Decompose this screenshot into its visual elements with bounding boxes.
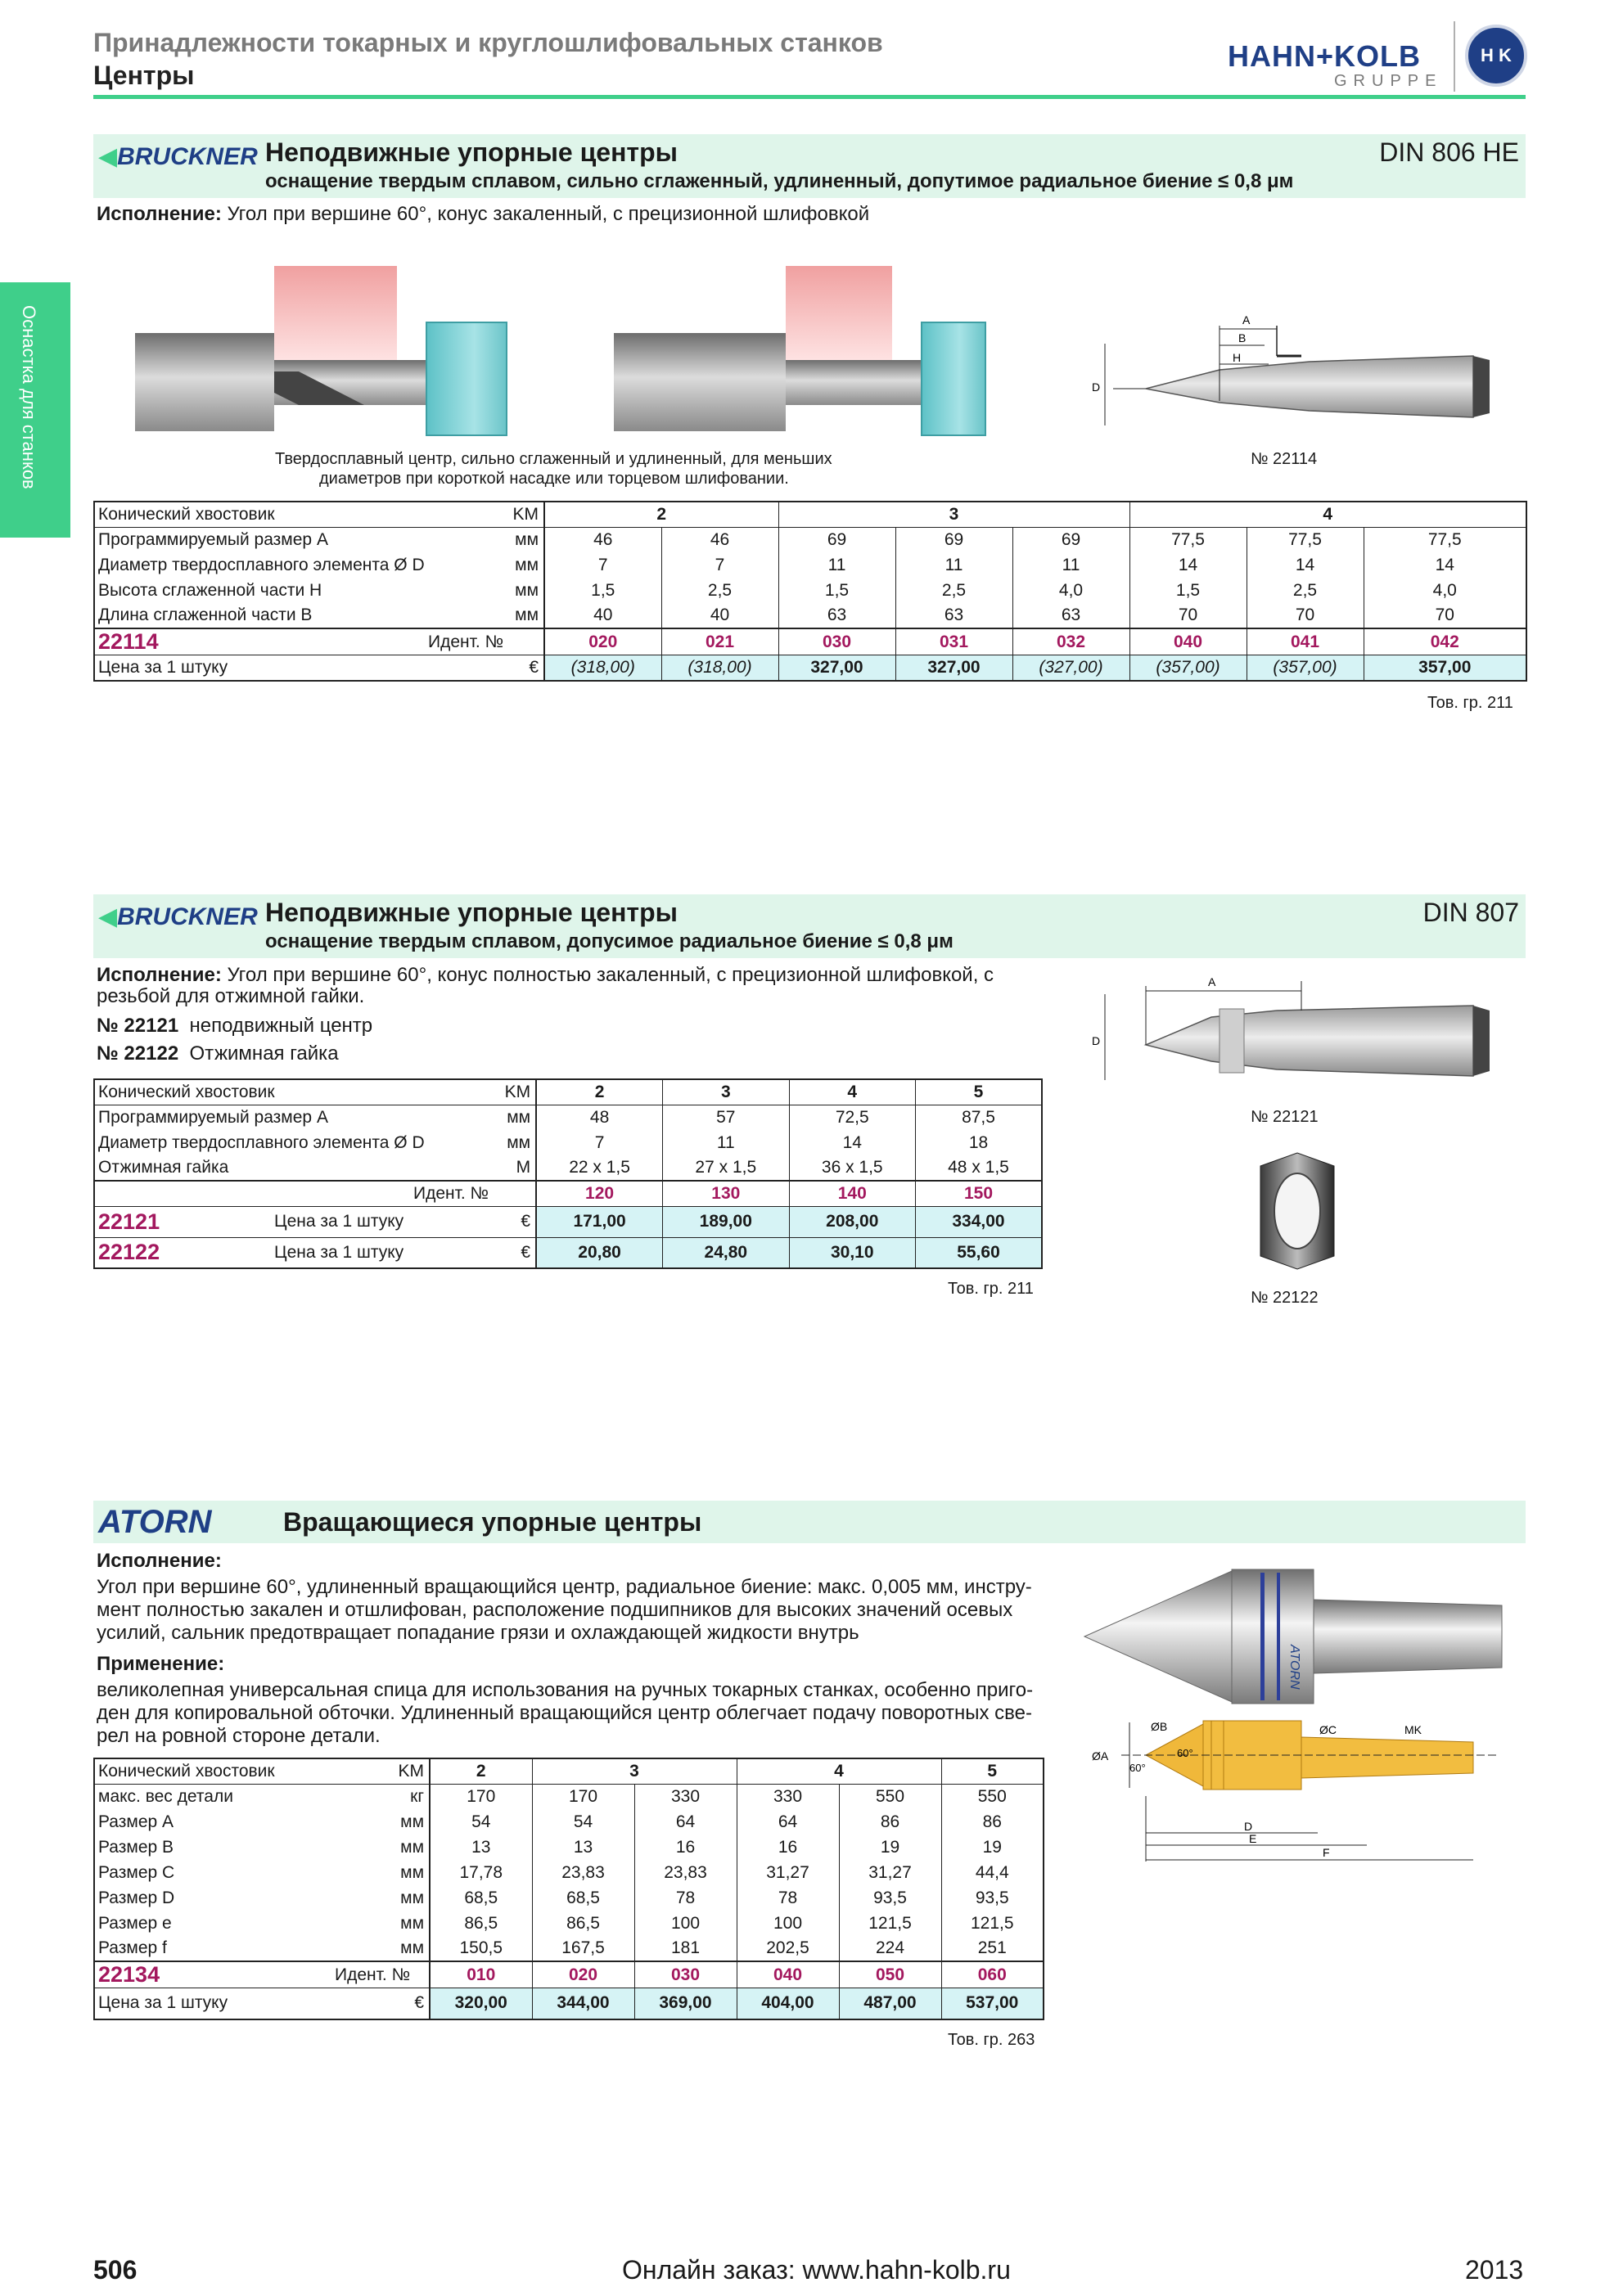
table-cell: € <box>507 655 544 681</box>
table-row <box>94 1835 1044 1860</box>
table-cell: Идент. № <box>271 1181 492 1206</box>
table-cell: KM <box>492 1079 536 1105</box>
table-cell: 48 <box>536 1105 662 1130</box>
table-cell: Цена за 1 штуку <box>94 655 507 681</box>
section3-application-line2: ден для копировальной обточки. Удлиненный вращающийся центр облегчает подачу поворотных све- <box>97 1702 1032 1724</box>
table-row <box>94 578 1526 603</box>
section3-header <box>93 1501 1526 1543</box>
table-cell: 36 x 1,5 <box>789 1155 915 1181</box>
table-cell: 4,0 <box>1012 578 1129 603</box>
section1-spec-table <box>93 501 1527 682</box>
table-cell: Отжимная гайка <box>98 1158 229 1177</box>
table-cell: 14 <box>1129 552 1247 578</box>
table-cell: 537,00 <box>941 1988 1044 2019</box>
table-cell: € <box>492 1206 536 1237</box>
table-cell: 16 <box>737 1835 839 1860</box>
table-cell: 20,80 <box>536 1237 662 1268</box>
table-cell: 70 <box>1129 603 1247 628</box>
section3-technical-drawing <box>1089 1706 1498 1870</box>
table-cell: 121,5 <box>839 1911 941 1936</box>
table-cell: 86 <box>839 1809 941 1835</box>
table-cell: 550 <box>839 1784 941 1809</box>
section1-din: DIN 806 HE <box>1379 137 1519 167</box>
table-cell: 86,5 <box>532 1911 634 1936</box>
table-cell: 100 <box>634 1911 737 1936</box>
table-cell: 93,5 <box>839 1885 941 1911</box>
table-cell: 5 <box>916 1079 1043 1105</box>
table-row <box>94 552 1526 578</box>
table-cell: 93,5 <box>975 1888 1009 1907</box>
dim-a-label: A <box>1242 313 1251 326</box>
table-cell: 13 <box>430 1835 532 1860</box>
page-number: 506 <box>93 2255 138 2285</box>
table-cell: 2,5 <box>1247 578 1364 603</box>
price-row <box>94 1988 1044 2019</box>
table-row <box>94 1936 1044 1961</box>
section3-spec-table <box>93 1758 1044 2020</box>
online-order-link[interactable]: Онлайн заказ: www.hahn-kolb.ru <box>622 2255 1011 2285</box>
table-cell: 16 <box>634 1835 737 1860</box>
bruckner-logo: ◀BRUCKNER <box>98 903 258 930</box>
table-row <box>94 1911 1044 1936</box>
workpiece-shape-2 <box>786 266 892 368</box>
table-cell: 1,5 <box>1129 578 1247 603</box>
section2-execution-line1: Исполнение: Угол при вершине 60°, конус полностью закаленный, с прецизионной шлифовкой, с <box>97 964 994 986</box>
section2-item1: № 22121 неподвижный центр <box>97 1015 373 1037</box>
km-group: 4 <box>737 1758 941 1784</box>
table-cell: Цена за 1 штуку <box>271 1206 492 1237</box>
table-cell: мм <box>492 1130 536 1155</box>
km-group: 4 <box>1129 502 1526 527</box>
table-cell: 22 x 1,5 <box>536 1155 662 1181</box>
dim-mk-label: MK <box>1404 1723 1422 1736</box>
table-cell: 010 <box>430 1961 532 1988</box>
table-cell: мм <box>389 1885 430 1911</box>
km-group: 2 <box>430 1758 532 1784</box>
table-cell: 77,5 <box>1427 529 1462 549</box>
table-cell: 170 <box>430 1784 532 1809</box>
table-cell: 369,00 <box>634 1988 737 2019</box>
table-cell: Идент. № <box>507 628 544 655</box>
table-cell: (357,00) <box>1247 655 1364 681</box>
workpiece-shape <box>274 266 397 368</box>
table-cell: (357,00) <box>1129 655 1247 681</box>
section1-drawing-number: № 22114 <box>1251 450 1318 468</box>
table-cell: 64 <box>737 1809 839 1835</box>
table-cell: 327,00 <box>895 655 1012 681</box>
section3-execution-line2: мент полностью закален и отшлифован, расположение подшипников для высоких значений осевых <box>97 1599 1013 1621</box>
section2-header <box>93 894 1526 958</box>
table-cell: 86 <box>982 1812 1002 1831</box>
section3-application-line1: великолепная универсальная спица для использования на ручных токарных станках, особенно приго- <box>97 1679 1034 1701</box>
table-cell: 11 <box>895 552 1012 578</box>
section3-title: Вращающиеся упорные центры <box>283 1507 702 1537</box>
table-cell: 2 <box>536 1079 662 1105</box>
table-row <box>94 603 1526 628</box>
km-group: 2 <box>544 502 778 527</box>
table-cell: 14 <box>1247 552 1364 578</box>
dim-b-label: ØB <box>1151 1720 1168 1733</box>
dim-a-label: A <box>1208 975 1216 988</box>
table-cell: 487,00 <box>839 1988 941 2019</box>
table-cell: (327,00) <box>1012 655 1129 681</box>
section1-caption-line2: диаметров при короткой насадке или торцевом шлифовании. <box>319 470 789 488</box>
table-cell: 31,27 <box>839 1860 941 1885</box>
center-tip-shape <box>274 360 389 425</box>
table-cell: 3 <box>663 1079 789 1105</box>
section2-item2: № 22122 Отжимная гайка <box>97 1042 339 1065</box>
table-cell: 86,5 <box>430 1911 532 1936</box>
section2-execution-line2: резьбой для отжимной гайки. <box>97 985 365 1007</box>
section2-subtitle: оснащение твердым сплавом, допусимое радиальное биение ≤ 0,8 μм <box>265 930 954 952</box>
table-cell: мм <box>389 1860 430 1885</box>
section1-product-group: Тов. гр. 211 <box>1427 694 1513 712</box>
table-cell: Цена за 1 штуку <box>271 1237 492 1268</box>
table-cell: 19 <box>982 1837 1002 1857</box>
table-cell: 27 x 1,5 <box>663 1155 789 1181</box>
table-cell: 330 <box>634 1784 737 1809</box>
table-cell: 208,00 <box>789 1206 915 1237</box>
table-cell: Конический хвостовик <box>94 1758 389 1784</box>
dim-d-label: D <box>1092 380 1101 394</box>
table-cell: 46 <box>544 527 661 552</box>
table-cell: KM <box>507 502 544 527</box>
table-cell: 87,5 <box>962 1107 995 1127</box>
table-cell: 167,5 <box>532 1936 634 1961</box>
table-cell: 060 <box>941 1961 1044 1988</box>
table-cell: Программируемый размер А <box>98 1107 328 1127</box>
table-cell: 4 <box>789 1079 915 1105</box>
table-cell: 2,5 <box>661 578 778 603</box>
side-chapter-label: Оснастка для станков <box>19 305 39 489</box>
table-cell: 550 <box>977 1786 1007 1806</box>
section3-execution-line1: Угол при вершине 60°, удлиненный вращающийся центр, радиальное биение: макс. 0,005 мм, инстру- <box>97 1576 1032 1598</box>
table-cell: M <box>492 1155 536 1181</box>
section1-subtitle: оснащение твердым сплавом, сильно сглаженный, удлиненный, допутимое радиальное биение ≤ 0,8 μм <box>265 170 1294 192</box>
table-cell: Диаметр твердосплавного элемента Ø D <box>98 1132 425 1152</box>
table-cell: Конический хвостовик <box>94 1079 492 1105</box>
table-cell: 11 <box>778 552 895 578</box>
section1-usage-illustration <box>135 266 986 454</box>
ident-row <box>94 628 1526 655</box>
table-cell: 040 <box>737 1961 839 1988</box>
logo-gruppe: GRUPPE <box>1334 72 1443 90</box>
table-cell: 344,00 <box>532 1988 634 2019</box>
table-cell: 54 <box>430 1809 532 1835</box>
km-row <box>94 1758 1044 1784</box>
table-cell: 1,5 <box>544 578 661 603</box>
table-cell: 130 <box>663 1181 789 1206</box>
section2-spec-table <box>93 1078 1043 1269</box>
table-cell: 55,60 <box>916 1237 1043 1268</box>
section2-product-group: Тов. гр. 211 <box>948 1280 1034 1298</box>
table-cell: 18 <box>968 1132 989 1152</box>
table-cell: 24,80 <box>663 1237 789 1268</box>
table-cell: KM <box>389 1758 430 1784</box>
section2-drawing2-number: № 22122 <box>1251 1289 1319 1307</box>
table-cell: 121,5 <box>970 1913 1014 1933</box>
table-cell: мм <box>507 552 544 578</box>
table-cell: 021 <box>661 628 778 655</box>
table-cell: 54 <box>532 1809 634 1835</box>
table-cell: 327,00 <box>778 655 895 681</box>
table-cell: 77,5 <box>1247 527 1364 552</box>
table-cell: € <box>389 1988 430 2019</box>
table-cell: 032 <box>1012 628 1129 655</box>
ident-row <box>94 1181 1042 1206</box>
table-cell: 030 <box>634 1961 737 1988</box>
km-group: 3 <box>778 502 1129 527</box>
dim-d-label: D <box>1244 1820 1253 1833</box>
table-cell: 042 <box>1364 628 1526 655</box>
km-row <box>94 1079 1042 1105</box>
catalog-subsection-title: Центры <box>93 61 195 90</box>
table-cell: 11 <box>1012 552 1129 578</box>
table-cell: 170 <box>532 1784 634 1809</box>
table-cell: Конический хвостовик <box>94 502 507 527</box>
table-cell: 78 <box>634 1885 737 1911</box>
angle-label-2: 60° <box>1177 1747 1193 1759</box>
table-cell: 68,5 <box>430 1885 532 1911</box>
km-group: 5 <box>941 1758 1044 1784</box>
tailstock-body-2 <box>614 333 786 431</box>
table-cell: 020 <box>544 628 661 655</box>
table-cell: 13 <box>532 1835 634 1860</box>
price-row <box>94 1206 1042 1237</box>
table-cell: 7 <box>536 1130 662 1155</box>
table-cell: 040 <box>1129 628 1247 655</box>
table-cell: 202,5 <box>737 1936 839 1961</box>
price-row <box>94 655 1526 681</box>
table-cell: 11 <box>663 1130 789 1155</box>
logo-emblem: H K <box>1465 25 1527 87</box>
article-code: 22121 <box>94 1206 271 1237</box>
table-cell: 40 <box>544 603 661 628</box>
table-cell: Цена за 1 штуку <box>94 1988 389 2019</box>
header-rule <box>93 95 1526 99</box>
section1-caption-line1: Твердосплавный центр, сильно сглаженный и удлиненный, для меньших <box>275 450 832 468</box>
table-cell: мм <box>389 1911 430 1936</box>
table-cell: 357,00 <box>1364 655 1526 681</box>
table-cell: 57 <box>663 1105 789 1130</box>
section1-execution: Исполнение: Угол при вершине 60°, конус закаленный, с прецизионной шлифовкой <box>97 203 870 225</box>
section1-technical-drawing <box>1089 311 1498 450</box>
table-cell: 64 <box>634 1809 737 1835</box>
section2-din: DIN 807 <box>1422 898 1519 927</box>
table-cell: 041 <box>1247 628 1364 655</box>
table-cell: Высота сглаженной части Н <box>98 580 322 600</box>
section2-title: Неподвижные упорные центры <box>265 898 678 927</box>
table-cell: 120 <box>536 1181 662 1206</box>
price-row <box>94 1237 1042 1268</box>
table-cell: 140 <box>789 1181 915 1206</box>
table-cell: 1,5 <box>778 578 895 603</box>
side-chapter-tab[interactable] <box>0 282 70 538</box>
table-cell: 150,5 <box>430 1936 532 1961</box>
table-cell: 100 <box>737 1911 839 1936</box>
dim-a-label: ØA <box>1092 1749 1109 1763</box>
table-cell: 46 <box>661 527 778 552</box>
table-cell: Размер D <box>98 1888 175 1907</box>
catalog-year: 2013 <box>1465 2255 1524 2285</box>
dim-f-label: F <box>1323 1846 1330 1859</box>
dim-d-label: D <box>1092 1034 1101 1047</box>
table-cell: 19 <box>839 1835 941 1860</box>
table-cell: 63 <box>1012 603 1129 628</box>
chuck-shape-2 <box>921 322 986 436</box>
catalog-section-title: Принадлежности токарных и круглошлифовальных станков <box>93 28 883 57</box>
table-cell: 14 <box>1435 555 1454 574</box>
table-row <box>94 527 1526 552</box>
table-cell: мм <box>389 1809 430 1835</box>
table-cell: 63 <box>895 603 1012 628</box>
table-cell: 72,5 <box>789 1105 915 1130</box>
table-cell: 7 <box>661 552 778 578</box>
section3-application-line3: рел на ровной стороне детали. <box>97 1725 381 1747</box>
table-cell: Размер A <box>98 1812 174 1831</box>
section3-product-group: Тов. гр. 263 <box>948 2031 1035 2049</box>
table-cell: Диаметр твердосплавного элемента Ø D <box>98 555 425 574</box>
km-group: 3 <box>532 1758 737 1784</box>
table-row <box>94 1885 1044 1911</box>
table-cell: 70 <box>1247 603 1364 628</box>
section1-title: Неподвижные упорные центры <box>265 137 678 167</box>
table-cell: мм <box>507 527 544 552</box>
tailstock-quill-2 <box>786 360 933 405</box>
table-cell: Программируемый размер А <box>98 529 328 549</box>
table-row <box>94 1809 1044 1835</box>
table-cell: Размер B <box>98 1837 174 1857</box>
table-cell: 031 <box>895 628 1012 655</box>
section3-application-label: Применение: <box>97 1653 225 1675</box>
table-cell <box>94 1181 271 1206</box>
photo-brand-mark: ATORN <box>1287 1645 1301 1690</box>
article-code: 22114 <box>94 628 507 655</box>
table-cell: 48 x 1,5 <box>948 1158 1009 1177</box>
atorn-logo: ATORN <box>98 1504 212 1540</box>
table-cell: (318,00) <box>661 655 778 681</box>
table-cell: Длина сглаженной части В <box>98 606 313 624</box>
table-cell: 189,00 <box>663 1206 789 1237</box>
table-cell: Идент. № <box>389 1961 430 1988</box>
logo-wordmark: HAHN+KOLB <box>1228 39 1422 73</box>
table-cell: мм <box>507 578 544 603</box>
bruckner-logo: ◀BRUCKNER <box>98 143 258 170</box>
table-cell: 63 <box>778 603 895 628</box>
table-row <box>94 1130 1042 1155</box>
table-cell: 40 <box>661 603 778 628</box>
table-cell: мм <box>389 1835 430 1860</box>
table-row <box>94 1155 1042 1181</box>
table-cell: 7 <box>544 552 661 578</box>
live-center-photo <box>1076 1555 1518 1718</box>
table-cell: 171,00 <box>536 1206 662 1237</box>
table-cell: мм <box>492 1105 536 1130</box>
table-cell: 330 <box>737 1784 839 1809</box>
dim-b-label: B <box>1238 331 1247 344</box>
table-cell: 181 <box>634 1936 737 1961</box>
table-cell: 70 <box>1435 606 1454 624</box>
section2-technical-drawing <box>1089 970 1498 1092</box>
km-row <box>94 502 1526 527</box>
table-cell <box>492 1181 536 1206</box>
tailstock-body <box>135 333 274 431</box>
dim-h-label: H <box>1233 351 1242 364</box>
table-cell: кг <box>389 1784 430 1809</box>
section2-drawing1-number: № 22121 <box>1251 1108 1319 1126</box>
table-cell: 31,27 <box>737 1860 839 1885</box>
table-cell: 334,00 <box>916 1206 1043 1237</box>
table-cell: 23,83 <box>634 1860 737 1885</box>
table-cell: 020 <box>532 1961 634 1988</box>
table-cell: 2,5 <box>895 578 1012 603</box>
table-cell: 030 <box>778 628 895 655</box>
table-cell: 14 <box>789 1130 915 1155</box>
clamping-nut-illustration <box>1252 1150 1342 1272</box>
table-cell: 4,0 <box>1432 580 1457 600</box>
table-cell: (318,00) <box>544 655 661 681</box>
table-cell: 69 <box>895 527 1012 552</box>
ident-row <box>94 1961 1044 1988</box>
logo-separator <box>1454 21 1455 92</box>
table-cell: 23,83 <box>532 1860 634 1885</box>
table-cell: 150 <box>916 1181 1043 1206</box>
table-cell: мм <box>389 1936 430 1961</box>
section3-execution-line3: усилий, сальник предотвращает попадание грязи и охлаждающей жидкости внутрь <box>97 1622 859 1644</box>
article-code: 22134 <box>94 1961 389 1988</box>
table-cell: 44,4 <box>975 1862 1009 1882</box>
table-cell: 251 <box>977 1938 1007 1957</box>
table-row <box>94 1860 1044 1885</box>
table-cell: 78 <box>737 1885 839 1911</box>
dim-c-label: ØC <box>1319 1723 1337 1736</box>
chuck-shape <box>426 322 507 436</box>
article-code: 22122 <box>94 1237 271 1268</box>
table-cell: макс. вес детали <box>98 1786 233 1806</box>
section3-execution-label: Исполнение: <box>97 1550 222 1572</box>
table-cell: 77,5 <box>1129 527 1247 552</box>
table-cell: 17,78 <box>430 1860 532 1885</box>
dim-e-label: E <box>1249 1832 1257 1845</box>
table-cell: 30,10 <box>789 1237 915 1268</box>
section1-header <box>93 134 1526 198</box>
table-cell: Размер f <box>98 1938 167 1957</box>
table-row <box>94 1105 1042 1130</box>
table-row <box>94 1784 1044 1809</box>
table-cell: 69 <box>1012 527 1129 552</box>
table-cell: 69 <box>778 527 895 552</box>
table-cell: 68,5 <box>532 1885 634 1911</box>
hahn-kolb-logo <box>1228 21 1531 92</box>
table-cell: 050 <box>839 1961 941 1988</box>
table-cell: 404,00 <box>737 1988 839 2019</box>
table-cell: мм <box>507 603 544 628</box>
table-cell: 320,00 <box>430 1988 532 2019</box>
table-cell: € <box>492 1237 536 1268</box>
table-cell: 224 <box>839 1936 941 1961</box>
angle-label-1: 60° <box>1129 1762 1146 1774</box>
table-cell: Размер C <box>98 1862 175 1882</box>
table-cell: Размер e <box>98 1913 172 1933</box>
